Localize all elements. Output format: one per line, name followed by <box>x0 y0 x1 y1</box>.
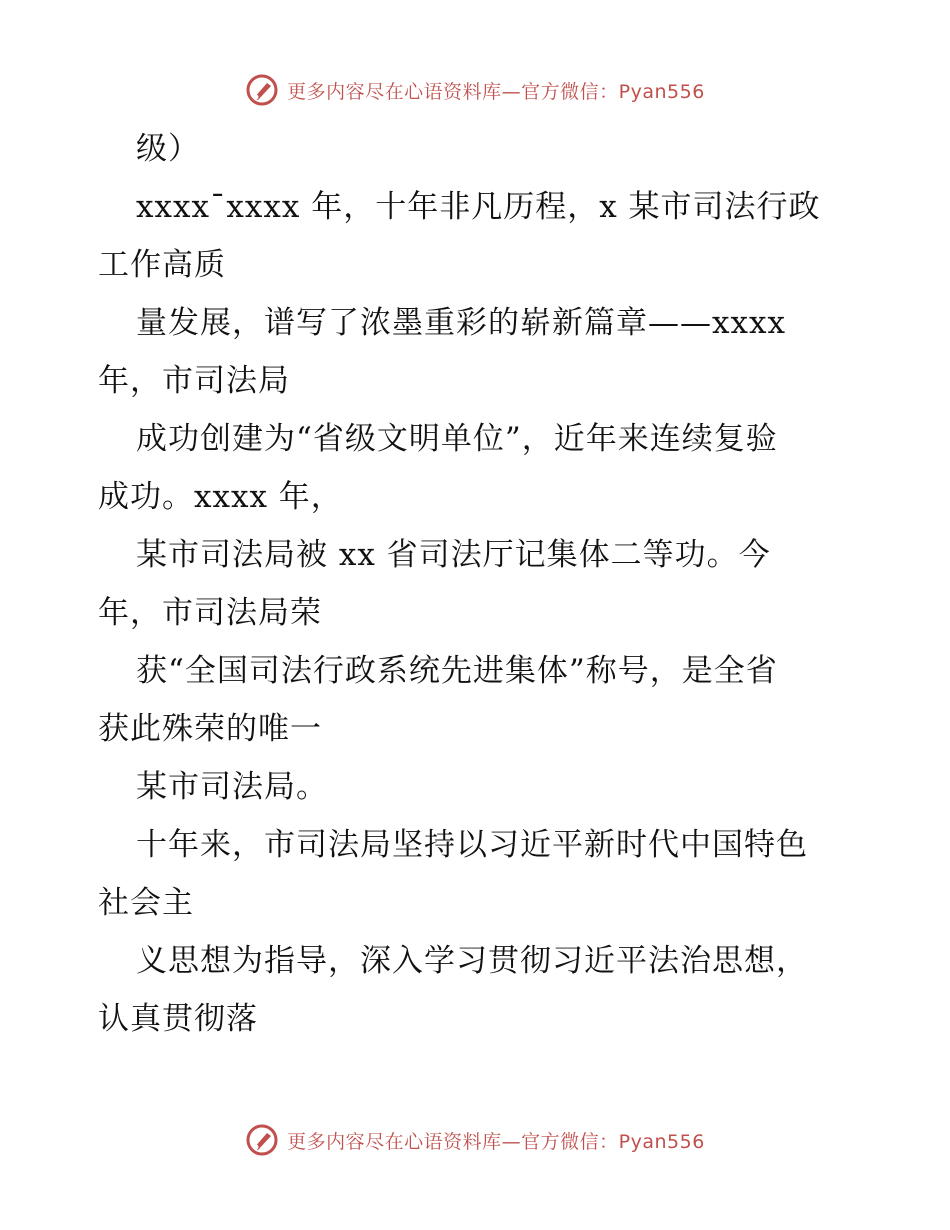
text-line: 义思想为指导，深入学习贯彻习近平法治思想， <box>136 943 808 979</box>
text-line: 十年来，市司法局坚持以习近平新时代中国特色 <box>136 827 808 863</box>
footer-banner-text: 更多内容尽在心语资料库—官方微信：Pyan556 <box>287 1130 705 1153</box>
document-body <box>98 120 858 1048</box>
text-line: 级） <box>136 131 200 167</box>
pen-logo-icon <box>245 73 279 107</box>
footer-banner <box>0 1120 950 1160</box>
text-line: 年，市司法局 <box>98 363 290 399</box>
text-line: xxxx¯xxxx 年，十年非凡历程，x 某市司法行政 <box>136 189 821 225</box>
text-line: 社会主 <box>98 885 194 921</box>
text-line: 工作高质 <box>98 247 226 283</box>
header-banner <box>0 70 950 110</box>
header-banner-text: 更多内容尽在心语资料库—官方微信：Pyan556 <box>287 80 705 103</box>
text-line: 获“全国司法行政系统先进集体”称号，是全省 <box>136 653 778 689</box>
text-line: 某市司法局被 xx 省司法厅记集体二等功。今 <box>136 537 771 573</box>
text-line: 获此殊荣的唯一 <box>98 711 322 747</box>
text-line: 成功。xxxx 年， <box>98 479 343 515</box>
text-line: 成功创建为“省级文明单位”，近年来连续复验 <box>136 421 778 457</box>
text-line: 量发展，谱写了浓墨重彩的崭新篇章——xxxx <box>136 305 786 341</box>
text-line: 认真贯彻落 <box>98 1001 258 1037</box>
text-line: 年，市司法局荣 <box>98 595 322 631</box>
pen-logo-icon <box>245 1123 279 1157</box>
text-line: 某市司法局。 <box>136 769 328 805</box>
